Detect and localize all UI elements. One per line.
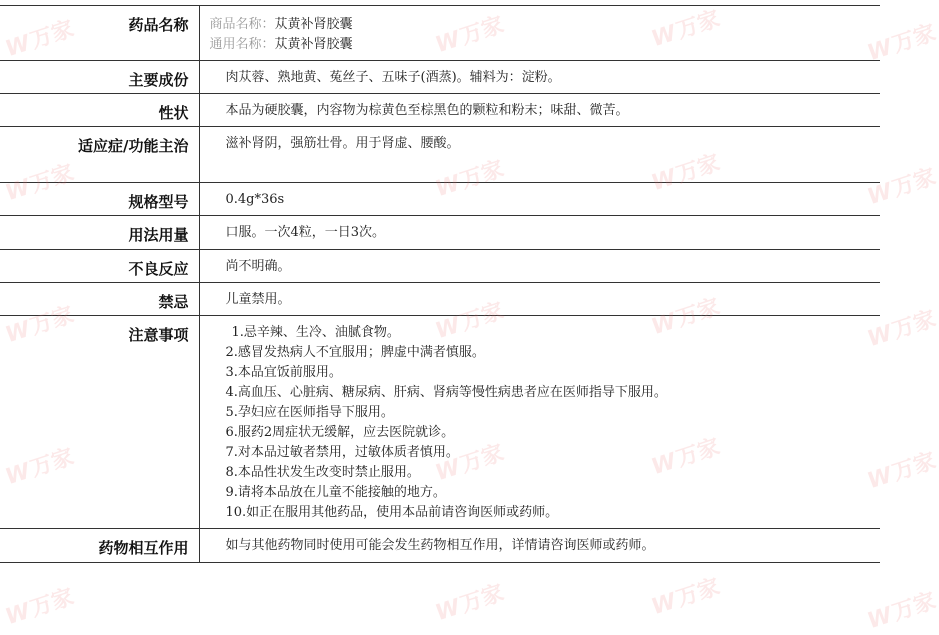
- row-dosage: [0, 216, 880, 250]
- watermark: W万家: [864, 20, 939, 67]
- generic-name: 苁黄补肾胶囊: [274, 37, 353, 52]
- watermark: W万家: [864, 164, 939, 211]
- watermark: W万家: [864, 588, 939, 635]
- value-indications: 滋补肾阴，强筋壮骨。用于肾虚、腰酸。: [199, 127, 880, 183]
- row-precautions: [0, 316, 880, 529]
- value-contraindications: 儿童禁用。: [199, 283, 880, 316]
- watermark: W万家: [432, 12, 508, 59]
- label-contraindications: 禁忌: [0, 283, 199, 316]
- row-appearance: [0, 94, 880, 127]
- drug-spec-table: [0, 5, 880, 563]
- trade-name: 苁黄补肾胶囊: [274, 17, 353, 32]
- precaution-item: 2.感冒发热病人不宜服用；脾虚中满者慎服。: [225, 345, 485, 360]
- label-ingredients: 主要成份: [0, 61, 199, 94]
- precaution-item: 9.请将本品放在儿童不能接触的地方。: [225, 485, 446, 500]
- precaution-item: 4.高血压、心脏病、糖尿病、肝病、肾病等慢性病患者应在医师指导下服用。: [225, 385, 667, 400]
- value-ingredients: 肉苁蓉、熟地黄、菟丝子、五味子(酒蒸)。辅料为：淀粉。: [199, 61, 880, 94]
- watermark: W万家: [864, 306, 939, 353]
- value-appearance: 本品为硬胶囊，内容物为棕黄色至棕黑色的颗粒和粉末；味甜、微苦。: [199, 94, 880, 127]
- label-interactions: 药物相互作用: [0, 529, 199, 563]
- value-dosage: 口服。一次4粒，一日3次。: [199, 216, 880, 250]
- watermark: W万家: [432, 440, 508, 487]
- label-indications: 适应症/功能主治: [0, 127, 199, 183]
- watermark: W万家: [432, 298, 508, 345]
- value-precautions: [199, 316, 880, 529]
- trade-name-prefix: 商品名称：: [209, 17, 275, 32]
- label-dosage: 用法用量: [0, 216, 199, 250]
- label-spec: 规格型号: [0, 183, 199, 216]
- watermark: W万家: [648, 434, 724, 481]
- row-spec: [0, 183, 880, 216]
- watermark: W万家: [648, 574, 724, 621]
- watermark: W万家: [432, 580, 508, 627]
- watermark: W万家: [2, 444, 78, 491]
- precaution-item: 5.孕妇应在医师指导下服用。: [225, 405, 394, 420]
- watermark: W万家: [2, 160, 78, 207]
- watermark: W万家: [2, 302, 78, 349]
- watermark: W万家: [648, 294, 724, 341]
- precaution-item: 8.本品性状发生改变时禁止服用。: [225, 465, 420, 480]
- precaution-item: 3.本品宜饭前服用。: [225, 365, 342, 380]
- precaution-item: 7.对本品过敏者禁用，过敏体质者慎用。: [225, 445, 459, 460]
- watermark: W万家: [2, 584, 78, 631]
- generic-name-prefix: 通用名称：: [209, 37, 275, 52]
- label-appearance: 性状: [0, 94, 199, 127]
- value-interactions: 如与其他药物同时使用可能会发生药物相互作用，详情请咨询医师或药师。: [199, 529, 880, 563]
- watermark: W万家: [648, 150, 724, 197]
- watermark: W万家: [2, 16, 78, 63]
- row-drug-name: [0, 6, 880, 61]
- watermark: W万家: [864, 448, 939, 495]
- watermark: W万家: [648, 6, 724, 53]
- label-precautions: 注意事项: [0, 316, 199, 529]
- watermark: W万家: [432, 156, 508, 203]
- precaution-item: 6.服药2周症状无缓解，应去医院就诊。: [225, 425, 455, 440]
- row-indications: [0, 127, 880, 183]
- row-ingredients: [0, 61, 880, 94]
- label-drug-name: 药品名称: [0, 6, 199, 61]
- value-adverse: 尚不明确。: [199, 250, 880, 283]
- value-drug-name: [199, 6, 880, 61]
- label-adverse: 不良反应: [0, 250, 199, 283]
- row-interactions: [0, 529, 880, 563]
- value-spec: 0.4g*36s: [199, 183, 880, 216]
- row-adverse: [0, 250, 880, 283]
- row-contraindications: [0, 283, 880, 316]
- precaution-item: 10.如正在服用其他药品，使用本品前请咨询医师或药师。: [225, 505, 559, 520]
- precaution-item: 1.忌辛辣、生冷、油腻食物。: [231, 325, 400, 340]
